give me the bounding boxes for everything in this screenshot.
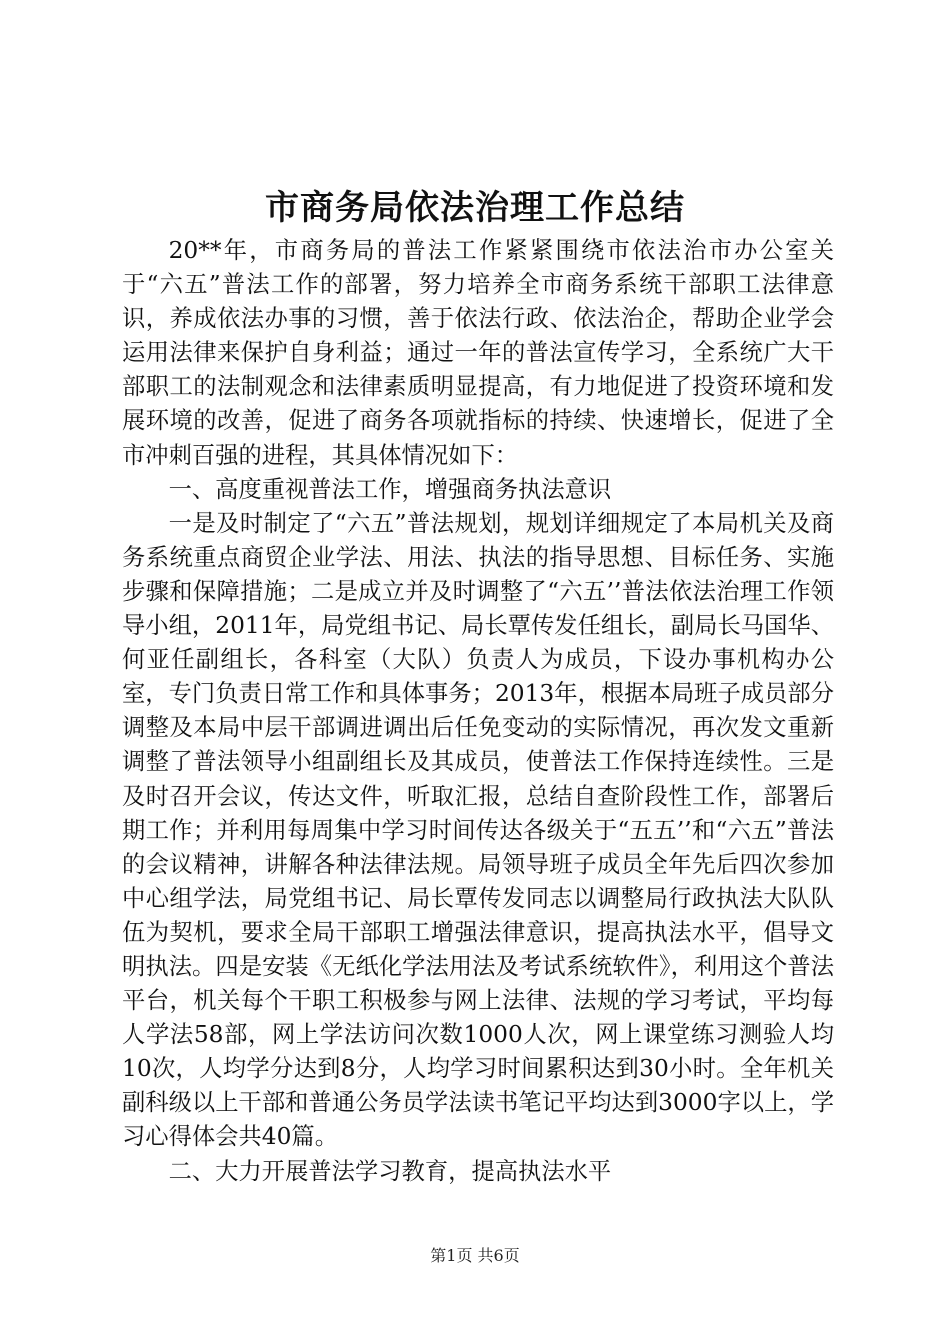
document-title: 市商务局依法治理工作总结 [265,188,685,228]
paragraph-section-1: 一是及时制定了“六五”普法规划，规划详细规定了本局机关及商务系统重点商贸企业学法、用法、执法的指导思想、目标任务、实施步骤和保障措施；二是成立并及时调整了“六五’’普法依法治理工作领导小组，2011年，局党组书记、局长覃传发任组长，副局长马国华、何亚任副组长，各科室（大队）负责人为成员，下设办事机构办公室，专门负责日常工作和具体事务；2013年，根据本局班子成员部分调整及本局中层干部调进调出后任免变动的实际情况，再次发文重新调整了普法领导小组副组长及其成员，使普法工作保持连续性。三是及时召开会议，传达文件，听取汇报，总结自查阶段性工作，部署后期工作；并利用每周集中学习时间传达各级关于“五五’’和“六五”普法的会议精神，讲解各种法律法规。局领导班子成员全年先后四次参加中心组学法，局党组书记、局长覃传发同志以调整局行政执法大队队伍为契机，要求全局干部职工增强法律意识，提高执法水平，倡导文明执法。四是安装《无纸化学法用法及考试系统软件》，利用这个普法平台，机关每个干职工积极参与网上法律、法规的学习考试，平均每人学法58部，网上学法访问次数1000人次，网上课堂练习测验人均10次，人均学分达到8分，人均学习时间累积达到30小时。全年机关副科级以上干部和普通公务员学法读书笔记平均达到3000字以上，学习心得体会共40篇。 [122,509,834,1151]
page-footer: 第1页 共6页 [430,1246,520,1265]
section-heading-1: 一、高度重视普法工作，增强商务执法意识 [168,475,612,503]
paragraph-intro: 20**年，市商务局的普法工作紧紧围绕市依法治市办公室关于“六五”普法工作的部署，努力培养全市商务系统干部职工法律意识，养成依法办事的习惯，善于依法行政、依法治企，帮助企业学会运用法律来保护自身利益；通过一年的普法宣传学习，全系统广大干部职工的法制观念和法律素质明显提高，有力地促进了投资环境和发展环境的改善，促进了商务各项就指标的持续、快速增长，促进了全市冲刺百强的进程，其具体情况如下： [122,237,834,469]
section-heading-2: 二、大力开展普法学习教育，提高执法水平 [168,1157,612,1185]
document-body [122,234,834,1189]
